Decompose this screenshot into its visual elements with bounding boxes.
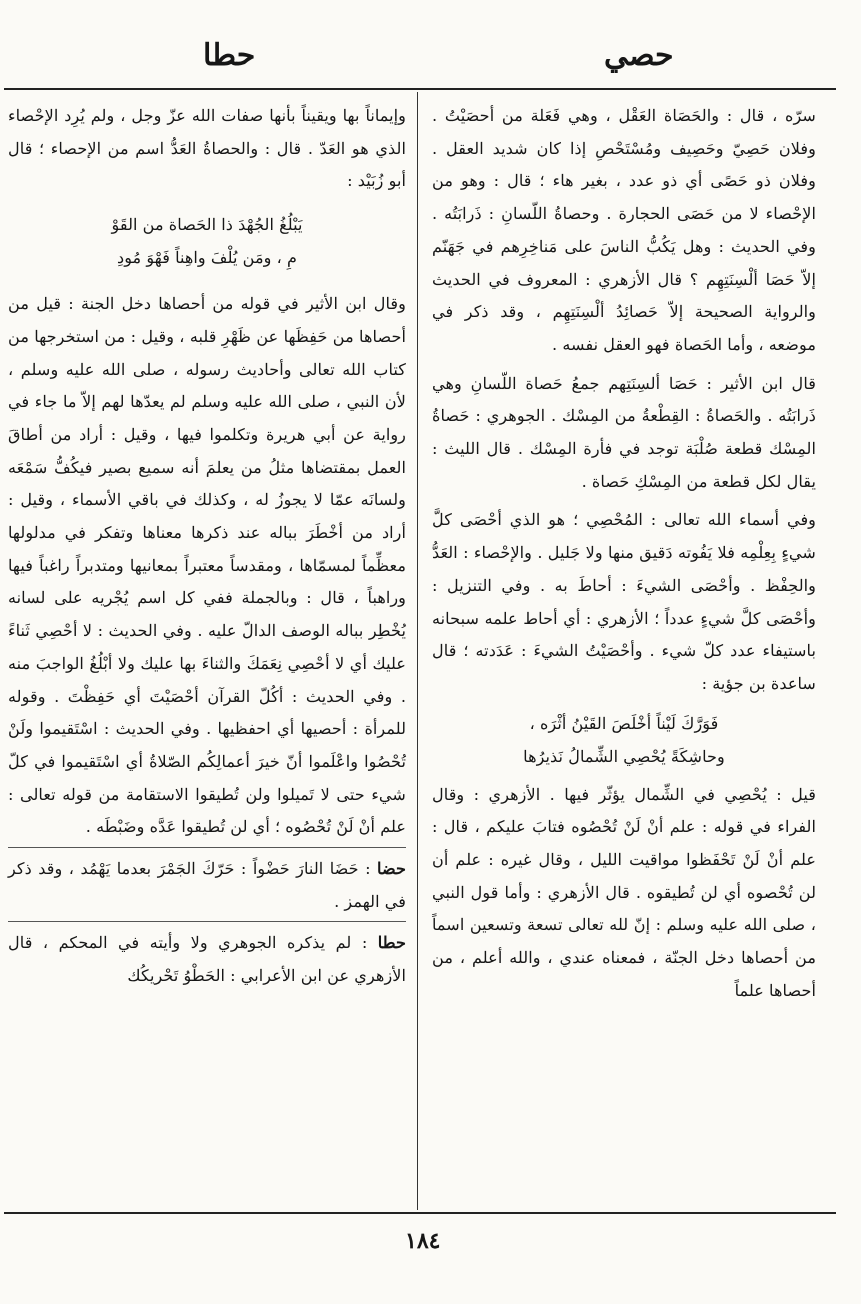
header-rule [4, 88, 836, 90]
paragraph: وإيماناً بها ويقيناً بأنها صفات الله عزّ وجل ، ولم يُرِد الإحْصاء الذي هو العَدّ . قال : والحصاةُ العَدُّ اسم من الإحصاء ؛ قال أبو زُبَيْد : [8, 106, 406, 191]
paragraph: قال ابن الأثير : حَصَا ألسِنَتِهم جمعُ حَصاة اللّسانِ وهي ذَرابَتُه . والحَصاةُ : القِطْعةُ من المِسْك . الجوهري : حَصاةُ المِسْك قطعة صُلْبَة توجد في فأرة المِسْك . قال الليث : يقال لكل قطعة من المِسْكِ حَصاة . [432, 373, 816, 491]
verse-hemistich: فَوَرَّكَ لَيْناً أخْلَصَ القَيْنُ أثْرَه ، [529, 713, 719, 733]
page-number: ١٨٤ [405, 1228, 441, 1254]
running-header-left: حطا [203, 38, 256, 73]
entry-separator [8, 921, 406, 922]
paragraph: وفي أسماء الله تعالى : المُحْصِي ؛ هو الذي أحْصَى كلَّ شيءٍ بِعِلْمِه فلا يَفُوته دَقيق منها ولا جَليل . والإحْصاء : العَدُّ والحِفْظ . وأحْصَى الشيءَ : أحاطَ به . وفي التنزيل : وأحْصَى كلَّ شيءٍ عدداً ؛ الأزهري : أي أحاط علمه سبحانه باستيفاء عدد كلّ شيء . وأحْصَيْتُ الشيءَ : عَدَدته ؛ قال ساعدة بن جؤية : [432, 510, 816, 693]
verse-hemistich: مِ ، ومَن يُلْفَ واهِناً فَهْوَ مُودِ [116, 248, 298, 268]
poetry-verse [432, 707, 816, 773]
entry-text: : حَضَا النارَ حَضْواً : حَرّكَ الجَمْرَ بعدما يَهْمُد ، وقد ذكر في الهمز . [8, 859, 406, 911]
dictionary-entry [8, 853, 406, 918]
paragraph: سرّه ، قال : والحَصَاة العَقْل ، وهي فَعَلة من أحصَيْتُ . وفلان حَصِيّ وحَصِيف ومُسْتَحْصِ إذا كان شديد العقل . وفلان ذو حَصًى أي ذو عدد ، بغير هاء ؛ قال : وهو من الإحْصاء لا من حَصَى الحجارة . وحصاةُ اللّسانِ : ذَرابَتُه . وفي الحديث : وهل يَكُبُّ الناسَ على مَناخِرِهم في جَهَنّم إلاّ حَصَا ألْسِنَتِهِم ؟ قال الأزهري : المعروف في الحديث والرواية الصحيحة إلاّ حَصائِدُ ألْسِنَتِهِم ، وقد ذكر في موضعه ، وأما الحَصاة فهو العقل نفسه . [432, 106, 816, 354]
running-header-right: حصي [604, 38, 674, 73]
entry-headword: حطا [377, 933, 406, 953]
entry-text: : لم يذكره الجوهري ولا وأيته في المحكم ، قال الأزهري عن ابن الأعرابي : الحَطْوُ تَحْريكُك [8, 933, 406, 986]
entry-separator [8, 847, 406, 848]
verse-hemistich: وحاشِكَةً يُحْصِي الشِّمالُ نَذيرُها [523, 746, 725, 766]
verse-hemistich: يَبْلُغُ الجُهْدَ ذا الحَصاة من القَوْ [111, 215, 303, 235]
paragraph: وقال ابن الأثير في قوله من أحصاها دخل الجنة : قيل من أحصاها من حَفِظَها عن ظَهْرِ قلبه ، وقيل : من استخرجها من كتاب الله تعالى وأحاديث رسوله ، صلى الله عليه وسلم ، لأن النبي ، صلى الله عليه وسلم لم يعدّها لهم إلاّ ما جاء في رواية عن أبي هريرة وتكلموا فيها ، وقيل : أراد من أطاقَ العمل بمقتضاها مثلُ من يعلمَ أنه سميع بصير فيكُفُّ سَمْعَه ولسانَه عمّا لا يجوزُ له ، وكذلك في باقي الأسماء ، وقيل : أراد من أخْطَرَ بباله عند ذكرها معناها وتفكر في مدلولها معظِّماً لمسمّاها ، ومقدساً معتبراً بمعانيها ومتدبراً راغباً فيها وراهباً ، قال : وبالجملة ففي كل اسم يُجْريه على لسانه يُخْطِر بباله الوصف الدالّ عليه . وفي الحديث : لا أحْصِي ثَناءً عليك أي لا أحْصِي نِعَمَكَ والثناءَ بها عليك ولا أبْلُغُ الواجبَ منه . وفي الحديث : أكُلّ القرآن أحْصَيْتَ أي حَفِظْتَ . وقوله للمرأة : أحصيها أي احفظيها . وفي الحديث : اسْتَقيموا ولَنْ تُحْصُوا واعْلَموا أنّ خيرَ أعمالِكُم الصّلاةُ أي اسْتَقيموا في كلّ شيء حتى لا تَميلوا ولن تُطيقوا الاستقامة من قوله تعالى : علم أنْ لَنْ تُحْصُوه ؛ أي لن تُطيقوا عَدَّه وضَبْطَه . [8, 294, 406, 837]
column-divider [417, 92, 418, 1210]
left-column [8, 100, 406, 993]
right-column [432, 100, 816, 1008]
poetry-verse [8, 208, 406, 274]
paragraph: قيل : يُحْصِي في الشِّمال يؤثّر فيها . الأزهري : وقال الفراء في قوله : علم أنْ لَنْ تُحْصُوه فتابَ عليكم ، قال : علم أنْ لَنْ تَحْفَظوا مواقيت الليل ، وقال غيره : علم أن لن تُحْصوه أي لن تُطيقوه . قال الأزهري : وأما قول النبي ، صلى الله عليه وسلم : إنّ لله تعالى تسعة وتسعين اسماً من أحصاها دخل الجنّة ، فمعناه عندي ، والله أعلم ، من أحصاها علماً [432, 784, 816, 1000]
entry-headword: حضا [377, 859, 406, 879]
footer-rule [4, 1212, 836, 1214]
dictionary-entry [8, 927, 406, 992]
